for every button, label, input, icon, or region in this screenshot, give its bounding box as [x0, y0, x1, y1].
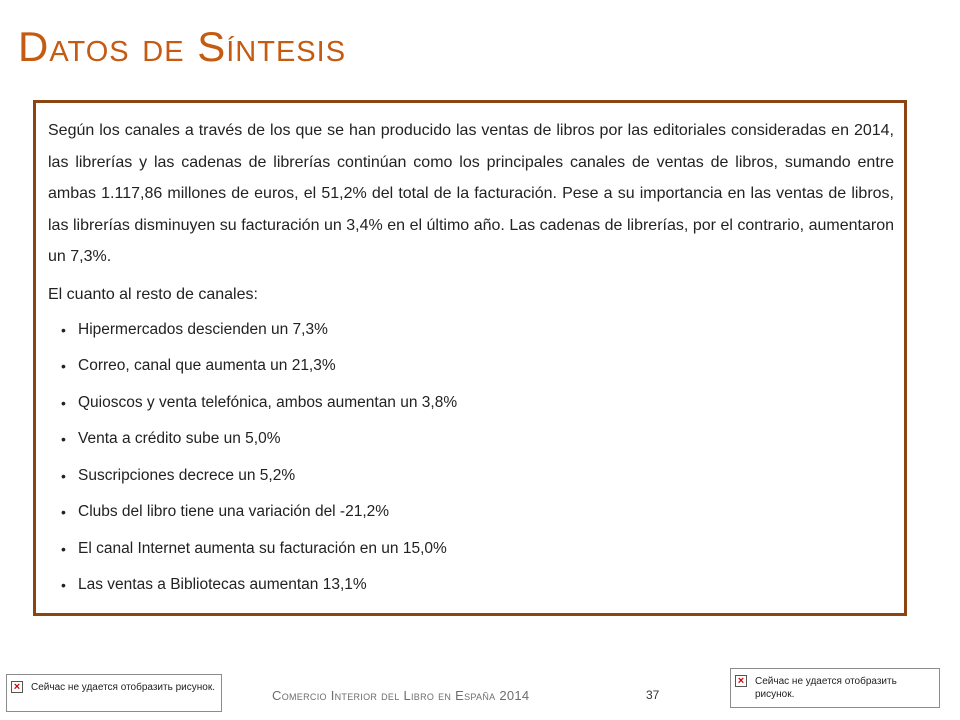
resto-heading: El cuanto al resto de canales:: [48, 285, 258, 303]
bullet-icon: •: [61, 321, 66, 338]
bullet-text: Hipermercados descienden un 7,3%: [78, 320, 328, 338]
bullet-text: Suscripciones decrece un 5,2%: [78, 466, 296, 484]
bullet-item: [48, 312, 894, 349]
bullet-text: Quioscos y venta telefónica, ambos aumentan un 3,8%: [78, 393, 458, 411]
bullet-item: [48, 348, 894, 385]
bullet-text: Clubs del libro tiene una variación del -21,2%: [78, 503, 390, 520]
slide-title: Datos de Síntesis: [18, 23, 347, 70]
bullet-item: [48, 458, 894, 495]
broken-image-icon: ×: [735, 675, 747, 687]
bullet-icon: •: [61, 394, 66, 411]
bullet-icon: •: [61, 467, 66, 484]
broken-image-icon: ×: [11, 681, 23, 693]
bullet-icon: •: [61, 540, 66, 557]
broken-image-message: Сейчас не удается отобразить рисунок.: [755, 676, 897, 700]
intro-paragraph: Según los canales a través de los que se han producido las ventas de libros por las editoriales consideradas en 2014, las librerías y las cadenas de librerías continúan como los principales canales de ventas de libros, sumando entre ambas 1.117,86 millones de euros, el 51,2% del total de la facturación. Pese a su importancia en las ventas de libros, las librerías disminuyen su facturación un 3,4% en el último año. Las cadenas de librerías, por el contrario, aumentaron un 7,3%.: [48, 122, 894, 265]
broken-image-message: Сейчас не удается отобразить рисунок.: [31, 682, 215, 693]
bullet-item: [48, 494, 894, 531]
bullet-text: Correo, canal que aumenta un 21,3%: [78, 357, 336, 374]
bullet-item: [48, 567, 894, 604]
channel-bullet-list: [48, 312, 894, 604]
broken-image-placeholder-left: [6, 674, 222, 712]
footer-title: Comercio Interior del Libro en España 2014: [272, 688, 530, 703]
bullet-text: Venta a crédito sube un 5,0%: [78, 430, 281, 447]
bullet-icon: •: [61, 358, 66, 374]
bullet-item: [48, 421, 894, 458]
bullet-icon: •: [61, 431, 66, 447]
bullet-icon: •: [61, 504, 66, 520]
bullet-text: Las ventas a Bibliotecas aumentan 13,1%: [78, 576, 367, 593]
page-number: 37: [646, 688, 660, 702]
bullet-item: [48, 531, 894, 568]
bullet-text: El canal Internet aumenta su facturación en un 15,0%: [78, 539, 447, 557]
content-box: [33, 100, 907, 616]
bullet-item: [48, 385, 894, 422]
broken-image-placeholder-right: [730, 668, 940, 708]
bullet-icon: •: [61, 577, 66, 593]
